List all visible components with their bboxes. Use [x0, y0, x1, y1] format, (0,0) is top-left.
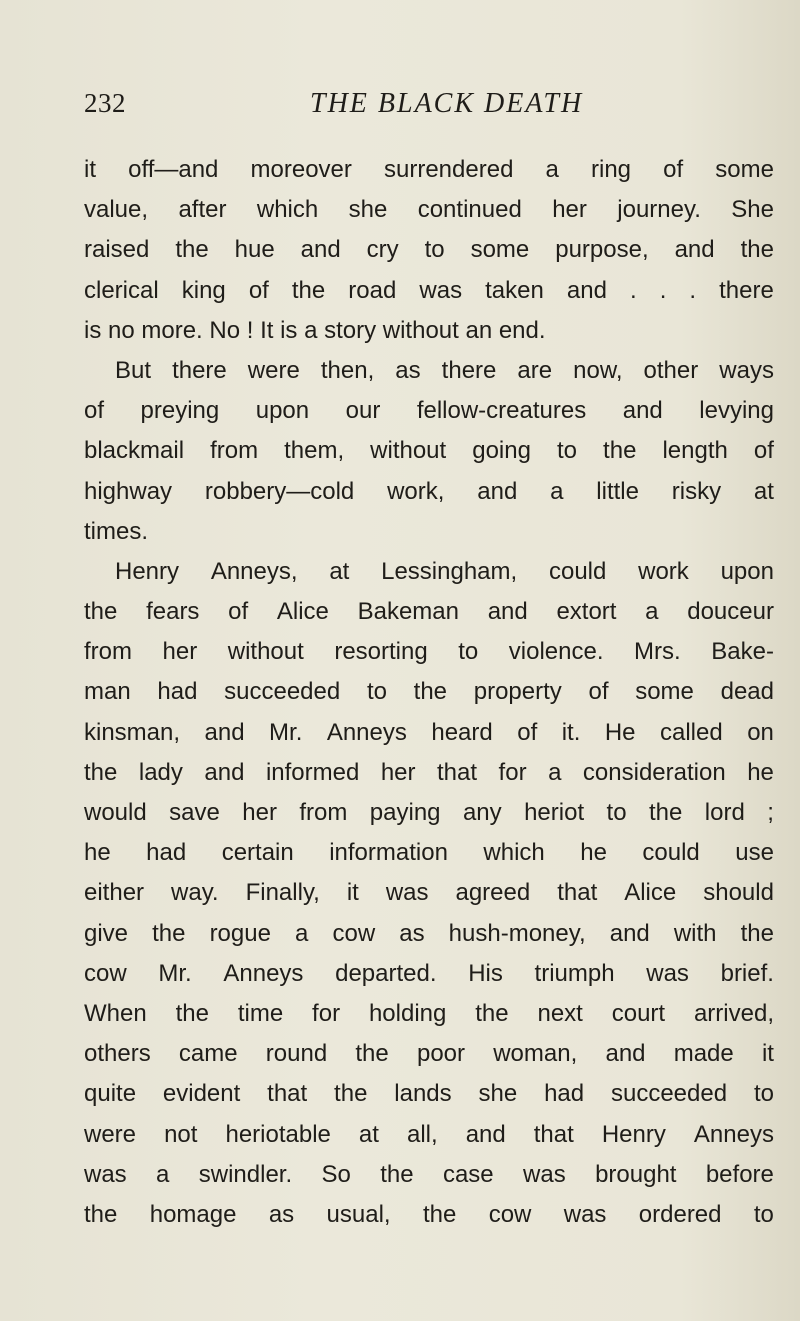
word: cow	[488, 1200, 532, 1228]
word: arrived,	[693, 999, 774, 1027]
word: could	[548, 557, 607, 585]
word: When	[84, 999, 147, 1027]
word: and	[465, 1120, 506, 1148]
word: the	[175, 236, 209, 264]
word: that	[437, 758, 478, 786]
text-line	[84, 552, 774, 592]
word: to	[366, 678, 387, 706]
word: and	[566, 276, 607, 304]
word: work,	[387, 477, 445, 505]
word: it.	[561, 718, 581, 746]
word: were	[247, 356, 300, 384]
word: and	[674, 236, 715, 264]
word: time	[237, 999, 284, 1027]
word: as	[395, 356, 421, 384]
word: dead	[720, 678, 774, 706]
text-line	[84, 713, 774, 753]
word: case	[442, 1160, 494, 1188]
word: had	[157, 678, 198, 706]
word: heriotable	[225, 1120, 331, 1148]
word: to	[424, 236, 445, 264]
word: was	[523, 1160, 566, 1188]
word: risky	[671, 477, 722, 505]
word: as	[399, 919, 425, 947]
word: evident	[162, 1080, 241, 1108]
word: .	[689, 276, 697, 304]
word: a	[548, 758, 562, 786]
word: lady	[138, 758, 183, 786]
word: holding	[368, 999, 447, 1027]
word: other	[643, 356, 699, 384]
word: Anneys,	[210, 557, 298, 585]
word: hush-money,	[448, 919, 586, 947]
text-line	[84, 1155, 774, 1195]
word: Mr.	[158, 959, 192, 987]
word: the	[740, 919, 774, 947]
word: of	[228, 598, 249, 626]
word: the	[84, 758, 118, 786]
word: heriot	[524, 799, 585, 826]
word: was	[385, 879, 429, 907]
word: property	[473, 678, 562, 706]
word: on	[747, 718, 774, 746]
word: them,	[284, 437, 345, 465]
word: some	[715, 156, 774, 183]
word: taken	[485, 276, 544, 304]
word: clerical	[84, 276, 159, 304]
word: informed	[265, 758, 360, 786]
word: certain	[221, 839, 294, 867]
word: the	[648, 799, 683, 826]
word: he	[84, 839, 111, 867]
word: .	[659, 276, 667, 304]
word: length	[662, 437, 728, 465]
word: round	[265, 1040, 328, 1068]
word: Mr.	[269, 718, 303, 746]
word: a	[645, 598, 659, 626]
word: douceur	[687, 598, 774, 626]
word: robbery—cold	[204, 477, 355, 505]
word: the	[475, 999, 509, 1027]
word: Henry	[601, 1120, 666, 1148]
word: brought	[595, 1160, 677, 1188]
word: her	[162, 638, 198, 666]
word: it	[346, 879, 359, 907]
word: upon	[255, 397, 310, 425]
word: off—and	[128, 156, 219, 183]
word: at	[753, 477, 774, 505]
word: all,	[406, 1120, 438, 1148]
word: should	[703, 879, 774, 907]
word: raised	[84, 236, 150, 264]
word: there	[172, 356, 227, 384]
word: Anneys	[326, 718, 407, 746]
word: her	[242, 799, 277, 826]
page-number: 232	[84, 88, 126, 118]
word: Alice	[276, 598, 329, 626]
word: the	[422, 1200, 457, 1228]
word: violence.	[508, 638, 604, 666]
word: to	[753, 1200, 774, 1228]
word: ordered	[638, 1200, 722, 1228]
word: of	[588, 678, 609, 706]
text-line	[84, 592, 774, 632]
word: it	[761, 1040, 774, 1068]
text-line	[84, 753, 774, 793]
word: without	[227, 638, 304, 666]
word: that	[557, 879, 598, 907]
word: He	[604, 718, 636, 746]
word: highway	[84, 477, 173, 505]
word: any	[462, 799, 502, 826]
word: cow	[332, 919, 376, 947]
word: moreover	[250, 156, 352, 183]
word: the	[413, 678, 448, 706]
word: upon	[720, 557, 774, 585]
word: Mrs.	[634, 638, 681, 666]
text-line	[84, 954, 774, 994]
text-line-content: is no more. No ! It is a story without an end.	[84, 316, 546, 344]
body-text	[84, 150, 774, 1235]
word: Lessingham,	[381, 557, 518, 585]
text-line	[84, 1034, 774, 1074]
word: was	[646, 959, 689, 987]
word: Bake-	[711, 638, 774, 666]
word: the	[152, 919, 186, 947]
word: a	[545, 156, 559, 183]
word: had	[146, 839, 187, 867]
word: fears	[146, 598, 200, 626]
word: Henry	[115, 557, 180, 585]
text-line	[84, 1195, 774, 1235]
word: and	[477, 477, 518, 505]
text-line-content: times.	[84, 517, 149, 545]
word: heard	[431, 718, 493, 746]
word: of	[84, 397, 105, 425]
word: for	[498, 758, 527, 786]
word: of	[248, 276, 269, 304]
word: had	[544, 1080, 585, 1108]
word: from	[84, 638, 132, 666]
word: were	[84, 1120, 137, 1148]
text-line	[84, 833, 774, 873]
word: surrendered	[384, 156, 514, 183]
word: without	[370, 437, 447, 465]
word: quite	[84, 1080, 137, 1108]
word: purpose,	[555, 236, 649, 264]
word: some	[470, 236, 530, 264]
word: she	[348, 196, 388, 224]
word: which	[483, 839, 545, 867]
word: But	[115, 356, 152, 384]
word: and	[622, 397, 663, 425]
word: to	[557, 437, 578, 465]
word: she	[478, 1080, 518, 1108]
word: going	[472, 437, 531, 465]
text-line	[84, 914, 774, 954]
word: road	[348, 276, 397, 304]
word: was	[419, 276, 463, 304]
word: lord	[704, 799, 745, 826]
word: the	[603, 437, 637, 465]
word: and	[300, 236, 341, 264]
word: it	[84, 156, 96, 183]
text-line	[84, 230, 774, 270]
word: made	[673, 1040, 734, 1068]
word: the	[291, 276, 326, 304]
word: king	[181, 276, 226, 304]
text-line	[84, 672, 774, 712]
word: there	[441, 356, 497, 384]
word: the	[740, 236, 774, 264]
word: our	[345, 397, 381, 425]
word: are	[517, 356, 553, 384]
word: and	[204, 758, 245, 786]
word: some	[635, 678, 694, 706]
word: a	[156, 1160, 170, 1188]
word: to	[458, 638, 479, 666]
word: hue	[234, 236, 275, 264]
word: triumph	[534, 959, 615, 987]
word: from	[210, 437, 259, 465]
word: lands	[394, 1080, 452, 1108]
word: blackmail	[84, 437, 185, 465]
word: ;	[767, 799, 774, 826]
text-line	[84, 150, 774, 190]
word: levying	[699, 397, 774, 425]
word: to	[606, 799, 627, 826]
word: swindler.	[198, 1160, 293, 1188]
word: her	[380, 758, 416, 786]
word: the	[175, 999, 209, 1027]
word: succeeded	[610, 1080, 728, 1108]
word: of	[663, 156, 684, 183]
word: .	[629, 276, 637, 304]
word: the	[84, 1200, 118, 1228]
word: save	[169, 799, 220, 826]
word: So	[321, 1160, 351, 1188]
text-line	[84, 190, 774, 230]
word: was	[563, 1200, 607, 1228]
text-line	[84, 391, 774, 431]
word: journey.	[617, 196, 701, 224]
word: the	[380, 1160, 414, 1188]
text-line	[84, 351, 774, 391]
word: and	[204, 718, 245, 746]
word: called	[660, 718, 723, 746]
word: of	[517, 718, 538, 746]
word: as	[268, 1200, 295, 1228]
word: man	[84, 678, 131, 706]
word: value,	[84, 196, 149, 224]
word: came	[178, 1040, 238, 1068]
running-title: THE BLACK DEATH	[310, 88, 584, 119]
word: rogue	[209, 919, 271, 947]
word: the	[355, 1040, 389, 1068]
word: her	[552, 196, 587, 224]
word: paying	[369, 799, 441, 826]
word: and	[609, 919, 650, 947]
word: and	[487, 598, 528, 626]
word: ways	[719, 356, 774, 384]
word: fellow-creatures	[416, 397, 587, 425]
word: at	[358, 1120, 379, 1148]
word: continued	[417, 196, 522, 224]
word: then,	[320, 356, 375, 384]
word: poor	[416, 1040, 466, 1068]
text-line	[84, 311, 774, 351]
word: way.	[171, 879, 219, 907]
text-line	[84, 793, 774, 833]
word: with	[673, 919, 717, 947]
word: for	[312, 999, 341, 1027]
word: to	[753, 1080, 774, 1108]
word: the	[334, 1080, 368, 1108]
word: kinsman,	[84, 718, 181, 746]
word: next	[537, 999, 583, 1027]
text-line	[84, 1115, 774, 1155]
word: which	[256, 196, 319, 224]
word: departed.	[335, 959, 437, 987]
word: that	[533, 1120, 574, 1148]
word: His	[468, 959, 503, 987]
word: Anneys	[693, 1120, 774, 1148]
word: after	[178, 196, 227, 224]
word: woman,	[493, 1040, 578, 1068]
word: use	[735, 839, 774, 867]
text-line	[84, 431, 774, 471]
word: could	[642, 839, 700, 867]
word: extort	[556, 598, 617, 626]
word: Alice	[624, 879, 677, 907]
text-line	[84, 472, 774, 512]
word: was	[84, 1160, 127, 1188]
text-line	[84, 632, 774, 672]
word: resorting	[334, 638, 428, 666]
word: succeeded	[224, 678, 341, 706]
word: Finally,	[245, 879, 320, 907]
word: little	[596, 477, 639, 505]
text-line	[84, 873, 774, 913]
word: others	[84, 1040, 151, 1068]
word: he	[747, 758, 774, 786]
text-line	[84, 271, 774, 311]
word: would	[84, 799, 147, 826]
word: consideration	[582, 758, 726, 786]
word: preying	[140, 397, 220, 425]
word: information	[329, 839, 448, 867]
word: agreed	[455, 879, 531, 907]
word: usual,	[326, 1200, 391, 1228]
word: court	[611, 999, 666, 1027]
word: a	[550, 477, 564, 505]
word: either	[84, 879, 145, 907]
word: homage	[149, 1200, 237, 1228]
word: before	[705, 1160, 774, 1188]
word: there	[719, 276, 774, 304]
word: that	[267, 1080, 308, 1108]
word: cry	[366, 236, 399, 264]
word: ring	[591, 156, 632, 183]
word: brief.	[720, 959, 774, 987]
word: Bakeman	[357, 598, 459, 626]
word: work	[638, 557, 689, 585]
word: of	[753, 437, 774, 465]
word: not	[164, 1120, 198, 1148]
text-line	[84, 1074, 774, 1114]
word: cow	[84, 959, 127, 987]
word: She	[731, 196, 774, 224]
word: he	[580, 839, 607, 867]
word: at	[329, 557, 350, 585]
word: the	[84, 598, 118, 626]
word: give	[84, 919, 129, 947]
word: now,	[573, 356, 623, 384]
word: a	[295, 919, 309, 947]
word: Anneys	[223, 959, 304, 987]
word: from	[299, 799, 348, 826]
word: and	[605, 1040, 646, 1068]
text-line	[84, 994, 774, 1034]
text-line	[84, 512, 774, 552]
